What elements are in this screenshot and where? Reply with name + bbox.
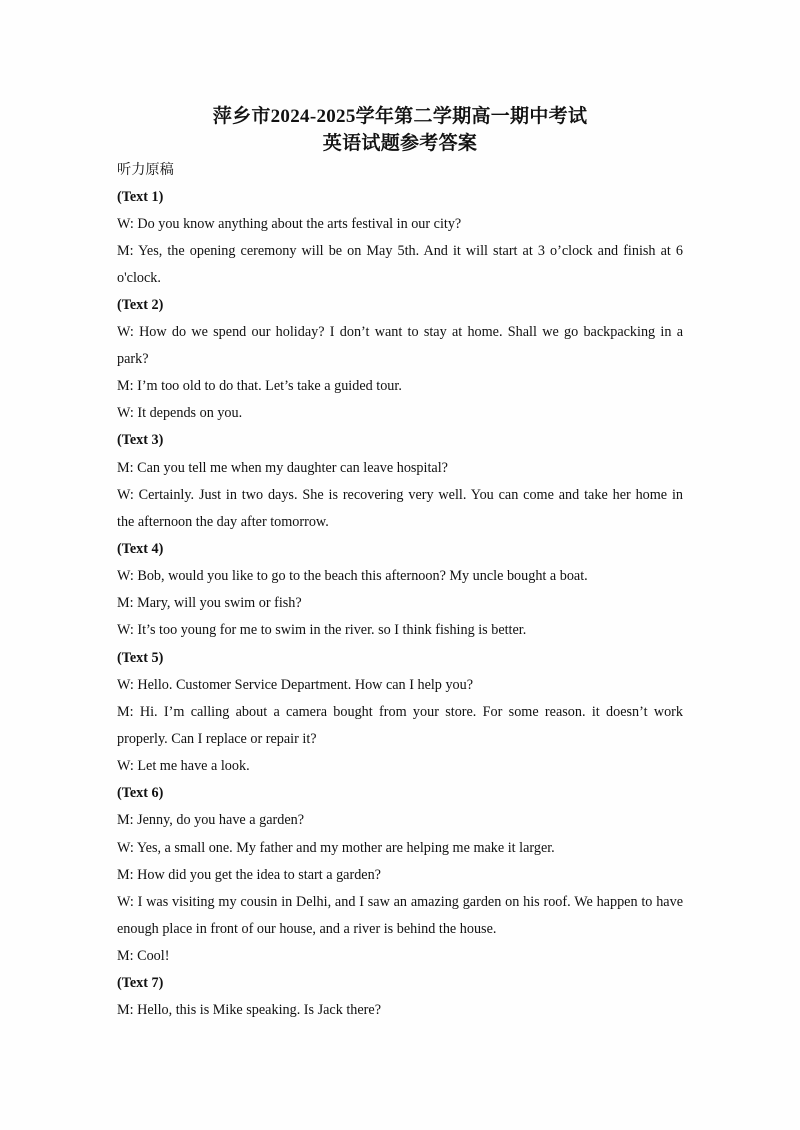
listening-script-heading: 听力原稿 — [117, 162, 174, 178]
dialogue-line: M: Can you tell me when my daughter can leave hospital? — [117, 460, 448, 476]
dialogue-line: M: Hi. I’m calling about a camera bought from your store. For some reason. it doesn’t work — [117, 704, 683, 720]
dialogue-line: M: Yes, the opening ceremony will be on May 5th. And it will start at 3 o’clock and finish at 6 — [117, 243, 683, 259]
document-subtitle: 英语试题参考答案 — [322, 133, 478, 154]
text-4-heading: (Text 4) — [117, 541, 164, 557]
dialogue-line: W: Bob, would you like to go to the beach this afternoon? My uncle bought a boat. — [117, 568, 588, 584]
text-2-heading: (Text 2) — [117, 297, 164, 313]
dialogue-line: W: It depends on you. — [117, 405, 243, 421]
dialogue-line: W: Certainly. Just in two days. She is recovering very well. You can come and take her home in — [117, 487, 683, 503]
dialogue-line-continuation: o'clock. — [117, 270, 161, 286]
document-title: 萍乡市2024-2025学年第二学期高一期中考试 — [212, 106, 588, 127]
dialogue-line-continuation: properly. Can I replace or repair it? — [117, 731, 317, 747]
dialogue-line: W: It’s too young for me to swim in the river. so I think fishing is better. — [117, 622, 527, 638]
text-3-heading: (Text 3) — [117, 432, 164, 448]
dialogue-line: M: How did you get the idea to start a garden? — [117, 867, 381, 883]
dialogue-line: W: Yes, a small one. My father and my mother are helping me make it larger. — [117, 840, 555, 856]
dialogue-line: M: I’m too old to do that. Let’s take a guided tour. — [117, 378, 402, 394]
dialogue-line: M: Mary, will you swim or fish? — [117, 595, 302, 611]
dialogue-line: M: Jenny, do you have a garden? — [117, 812, 305, 828]
dialogue-line-continuation: the afternoon the day after tomorrow. — [117, 514, 329, 530]
text-5-heading: (Text 5) — [117, 650, 164, 666]
dialogue-line: W: I was visiting my cousin in Delhi, and I saw an amazing garden on his roof. We happen to have — [117, 894, 683, 910]
dialogue-line-continuation: park? — [117, 351, 149, 367]
dialogue-line: W: How do we spend our holiday? I don’t want to stay at home. Shall we go backpacking in a — [117, 324, 683, 340]
dialogue-line-continuation: enough place in front of our house, and a river is behind the house. — [117, 921, 497, 937]
dialogue-line: M: Cool! — [117, 948, 170, 964]
dialogue-line: W: Do you know anything about the arts festival in our city? — [117, 216, 462, 232]
text-1-heading: (Text 1) — [117, 189, 164, 205]
dialogue-line: W: Let me have a look. — [117, 758, 250, 774]
dialogue-line: W: Hello. Customer Service Department. How can I help you? — [117, 677, 474, 693]
text-6-heading: (Text 6) — [117, 785, 164, 801]
text-7-heading: (Text 7) — [117, 975, 164, 991]
dialogue-line: M: Hello, this is Mike speaking. Is Jack there? — [117, 1002, 381, 1018]
